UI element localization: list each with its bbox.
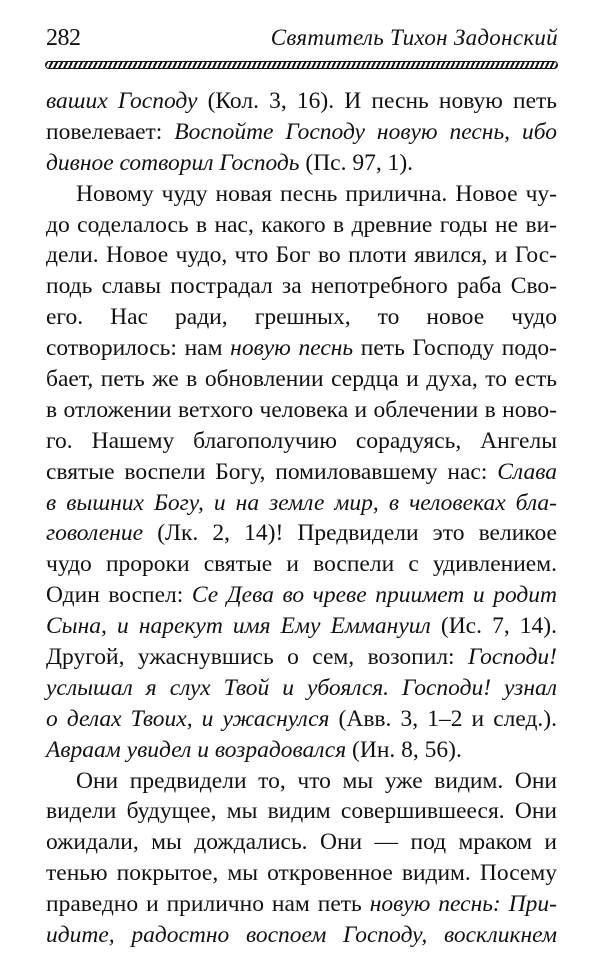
italic-quote: услышал я слух Твой и убоялся. Господи! узнал <box>46 674 557 701</box>
text-line <box>46 766 557 797</box>
text-run: чудо пророки святые и воспели с удивлением. <box>46 551 557 578</box>
text-line <box>46 302 557 333</box>
text-line <box>46 333 557 364</box>
text-line <box>46 271 557 302</box>
text-line <box>46 426 557 457</box>
text-line <box>46 704 557 735</box>
text-line <box>46 611 557 642</box>
text-run: бает, петь же в обновлении сердца и духа, то есть <box>46 366 557 393</box>
text-line <box>46 488 557 519</box>
italic-quote: новую песнь: При- <box>369 891 557 918</box>
text-run: (Пс. 97, 1). <box>299 149 414 176</box>
page-number: 282 <box>46 25 81 51</box>
italic-quote: говоление <box>46 520 144 547</box>
text-line <box>46 86 557 117</box>
italic-quote: Господи! <box>468 644 557 671</box>
text-run: (Ис. 7, 14). <box>430 613 557 640</box>
text-line <box>46 858 557 889</box>
text-run: тенью покрытое, мы откровенное видим. Посему <box>46 860 557 887</box>
italic-quote: о делах Твоих, и ужаснулся <box>46 705 330 732</box>
text-run: петь Господу подо- <box>353 335 557 362</box>
text-run: Другой, ужаснувшись о сем, возопил: <box>46 644 468 671</box>
text-run: (Авв. 3, 1–2 и след.). <box>329 705 558 732</box>
text-line <box>46 179 557 210</box>
text-run: ожидали, мы дождались. Они — под мраком и <box>46 829 557 856</box>
text-run: сотворилось: нам <box>46 335 231 362</box>
text-run: (Кол. 3, 16). И песнь новую петь <box>197 88 558 114</box>
italic-quote: новую песнь <box>230 335 354 362</box>
text-line <box>46 518 557 549</box>
text-line <box>46 920 557 951</box>
italic-quote: Воспойте Господу новую песнь, ибо <box>174 118 557 145</box>
text-line <box>46 642 557 673</box>
text-line <box>46 210 557 241</box>
text-line <box>46 117 557 148</box>
text-line <box>46 395 557 426</box>
text-run: праведно и прилично нам петь <box>46 891 370 918</box>
italic-quote: Слава <box>497 458 557 485</box>
paragraph <box>46 86 557 179</box>
text-run: Новому чуду новая песнь прилична. Новое чу- <box>76 180 557 207</box>
body-text <box>46 86 557 951</box>
text-line <box>46 673 557 704</box>
text-run: повелевает: <box>46 118 175 145</box>
text-run: до соделалось в нас, какого в древние годы не ви- <box>46 211 557 238</box>
text-line <box>46 549 557 580</box>
text-line <box>46 827 557 858</box>
text-run: Они предвидели то, что мы уже видим. Они <box>76 767 557 794</box>
paragraph <box>46 179 557 766</box>
text-run: дели. Новое чудо, что Бог во плоти явился, и Гос- <box>46 242 557 269</box>
italic-quote: идите, радостно воспоем Господу, воскликнем <box>46 922 557 949</box>
text-run: Один воспел: <box>46 582 192 609</box>
text-run: подь славы пострадал за непотребного раба Сво- <box>46 273 557 300</box>
text-line <box>46 889 557 920</box>
text-line <box>46 457 557 488</box>
text-line <box>46 735 557 766</box>
italic-quote: Сына, и нарекут имя Ему Еммануил <box>46 613 431 640</box>
text-run: святые воспели Богу, помиловавшему нас: <box>46 458 498 485</box>
italic-quote: ваших Господу <box>46 88 198 114</box>
rope-divider <box>45 61 558 69</box>
text-line <box>46 580 557 611</box>
italic-quote: в вышних Богу, и на земле мир, в человеках бла- <box>46 489 557 516</box>
text-line <box>46 364 557 395</box>
text-run: видели будущее, мы видим совершившееся. Они <box>46 798 557 825</box>
text-run: в отложении ветхого человека и облечении в ново- <box>46 396 557 423</box>
text-run: го. Нашему благополучию сорадуясь, Ангелы <box>46 427 557 454</box>
italic-quote: Се Дева во чреве приимет и родит <box>191 582 558 609</box>
text-line <box>46 148 557 179</box>
text-line <box>46 240 557 271</box>
italic-quote: Авраам увидел и возрадовался <box>46 736 347 763</box>
italic-quote: дивное сотворил Господь <box>46 149 300 176</box>
paragraph <box>46 766 557 951</box>
text-run: (Лк. 2, 14)! Предвидели это великое <box>143 520 557 547</box>
text-run: (Ин. 8, 56). <box>346 736 462 763</box>
text-line <box>46 796 557 827</box>
running-head <box>46 20 558 56</box>
text-run: его. Нас ради, грешных, то новое чудо <box>46 304 557 331</box>
running-title: Святитель Тихон Задонский <box>270 25 558 50</box>
